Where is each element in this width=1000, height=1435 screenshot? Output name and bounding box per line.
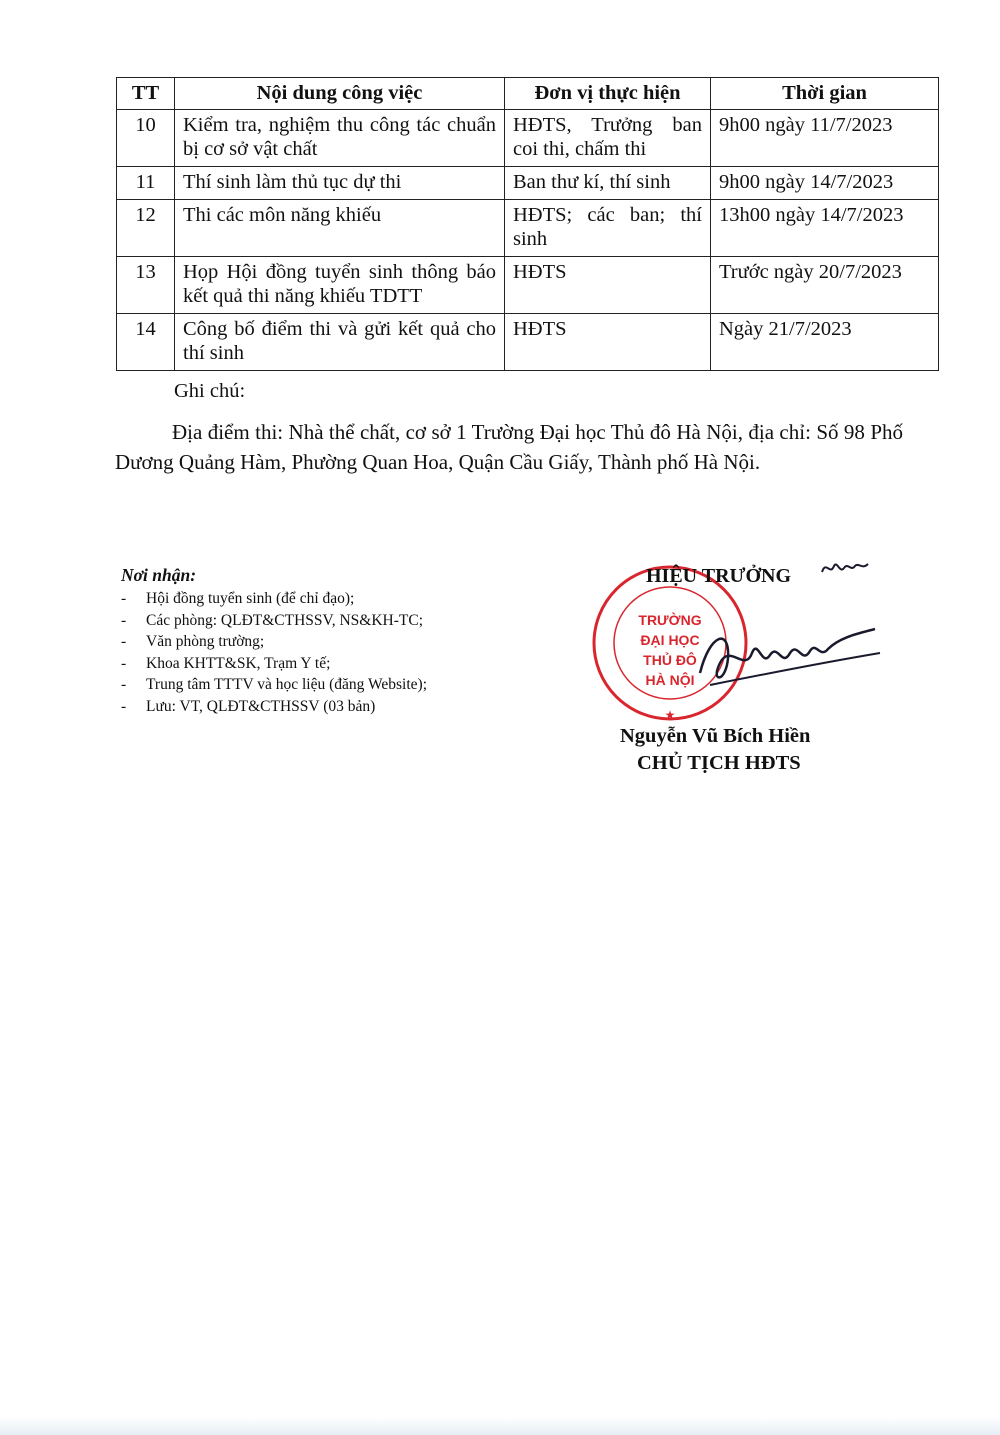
cell-tt: 14 xyxy=(117,314,175,371)
table-row xyxy=(117,167,939,200)
cell-time: 13h00 ngày 14/7/2023 xyxy=(711,200,939,257)
cell-content: Thí sinh làm thủ tục dự thi xyxy=(175,167,505,200)
cell-tt: 13 xyxy=(117,257,175,314)
cell-tt: 11 xyxy=(117,167,175,200)
cell-content: Họp Hội đồng tuyển sinh thông báo kết quả thi năng khiếu TDTT xyxy=(175,257,505,314)
recipient-item: - Khoa KHTT&SK, Trạm Y tế; xyxy=(121,653,551,675)
header-unit: Đơn vị thực hiện xyxy=(505,78,711,110)
header-content: Nội dung công việc xyxy=(175,78,505,110)
seal-line: TRƯỜNG xyxy=(638,612,702,628)
seal-line: THỦ ĐÔ xyxy=(643,652,697,668)
schedule-table xyxy=(116,77,939,371)
cell-unit: Ban thư kí, thí sinh xyxy=(505,167,711,200)
note-text: Địa điểm thi: Nhà thể chất, cơ sở 1 Trường Đại học Thủ đô Hà Nội, địa chỉ: Số 98 Phố Dương Quảng Hàm, Phường Quan Hoa, Quận Cầu Giấy, Thành phố Hà Nội. xyxy=(115,420,903,474)
header-time: Thời gian xyxy=(711,78,939,110)
cell-content: Kiểm tra, nghiệm thu công tác chuẩn bị cơ sở vật chất xyxy=(175,110,505,167)
seal-line: HÀ NỘI xyxy=(645,672,695,688)
table-header-row xyxy=(117,78,939,110)
recipient-item: - Lưu: VT, QLĐT&CTHSSV (03 bản) xyxy=(121,696,551,718)
header-tt: TT xyxy=(117,78,175,110)
cell-unit: HĐTS, Trưởng ban coi thi, chấm thi xyxy=(505,110,711,167)
table-row xyxy=(117,257,939,314)
table-row xyxy=(117,200,939,257)
cell-tt: 10 xyxy=(117,110,175,167)
signature-block xyxy=(590,555,890,795)
seal-line: ĐẠI HỌC xyxy=(640,632,700,648)
signer-name: Nguyễn Vũ Bích Hiền xyxy=(620,725,811,747)
table-row xyxy=(117,110,939,167)
table-row xyxy=(117,314,939,371)
initials-mark xyxy=(820,558,870,580)
recipients-block xyxy=(121,565,551,717)
cell-unit: HĐTS xyxy=(505,314,711,371)
cell-unit: HĐTS; các ban; thí sinh xyxy=(505,200,711,257)
recipient-item: - Hội đồng tuyển sinh (để chỉ đạo); xyxy=(121,588,551,610)
signer-role: CHỦ TỊCH HĐTS xyxy=(637,752,801,774)
note-label: Ghi chú: xyxy=(174,380,246,402)
signer-title: HIỆU TRƯỞNG xyxy=(646,565,792,587)
cell-unit: HĐTS xyxy=(505,257,711,314)
cell-content: Công bố điểm thi và gửi kết quả cho thí sinh xyxy=(175,314,505,371)
cell-time: 9h00 ngày 14/7/2023 xyxy=(711,167,939,200)
cell-time: Trước ngày 20/7/2023 xyxy=(711,257,939,314)
recipient-item: - Văn phòng trường; xyxy=(121,631,551,653)
recipients-list xyxy=(121,588,551,717)
cell-tt: 12 xyxy=(117,200,175,257)
scan-edge xyxy=(0,1417,1000,1435)
handwritten-signature xyxy=(690,623,890,703)
cell-content: Thi các môn năng khiếu xyxy=(175,200,505,257)
recipient-item: - Trung tâm TTTV và học liệu (đăng Website); xyxy=(121,674,551,696)
recipient-item: - Các phòng: QLĐT&CTHSSV, NS&KH-TC; xyxy=(121,610,551,632)
recipients-title: Nơi nhận: xyxy=(121,565,197,585)
cell-time: 9h00 ngày 11/7/2023 xyxy=(711,110,939,167)
cell-time: Ngày 21/7/2023 xyxy=(711,314,939,371)
star-icon: ★ xyxy=(664,708,676,722)
